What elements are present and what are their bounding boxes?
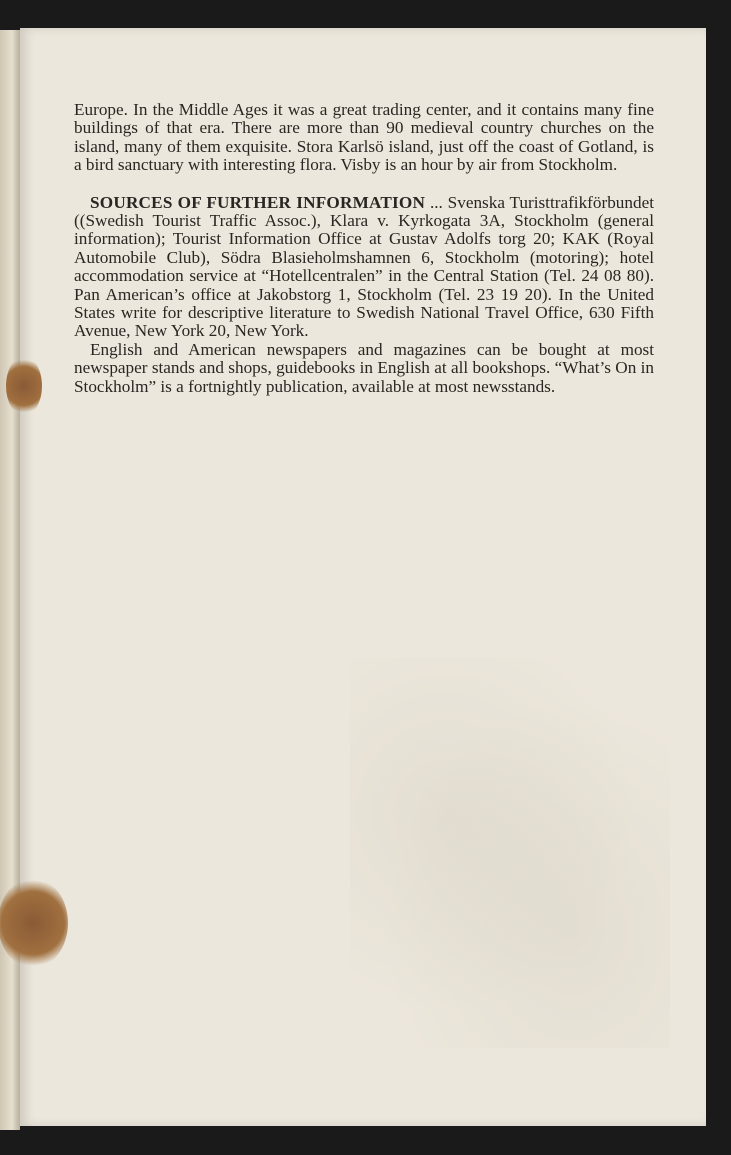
paragraph-newspapers (74, 341, 654, 396)
paragraph-sources (74, 194, 654, 341)
facing-page-edge (0, 30, 20, 1130)
paragraph-text: ... Svenska Turisttrafikförbundet ((Swedish Tourist Traffic Assoc.), Klara v. Kyrkogata 3A, Stockholm (general information); Tourist Information Office at Gustav Adolfs torg 20; KAK (Royal Automobile Club), Södra Blasieholmshamnen 6, Stockholm (motoring); hotel accommodation service at “Hotellcentralen” in the Central Station (Tel. 24 08 80). Pan American’s office at Jakobstorg 1, Stockholm (Tel. 23 19 20). In the United States write for descriptive literature to Swedish National Travel Office, 630 Fifth Avenue, New York 20, New York. (74, 192, 654, 341)
stain-mark (0, 878, 68, 968)
page-text (74, 101, 654, 396)
show-through-ink (350, 658, 670, 1048)
paragraph-text: Europe. In the Middle Ages it was a great trading center, and it contains many fine buildings of that era. There are more than 90 medieval country churches on the island, many of them exquisite. Stora Karlsö island, just off the coast of Gotland, is a bird sanctuary with interesting flora. Visby is an hour by air from Stockholm. (74, 100, 654, 175)
section-heading: SOURCES OF FURTHER INFORMATION (90, 192, 426, 212)
paragraph-text: English and American newspapers and magazines can be bought at most newspaper stands and shops, guidebooks in English at all bookshops. “What’s On in Stockholm” is a fortnightly publication, available at most newsstands. (74, 339, 654, 396)
stain-mark (6, 356, 42, 416)
paragraph-gotland (74, 101, 654, 175)
